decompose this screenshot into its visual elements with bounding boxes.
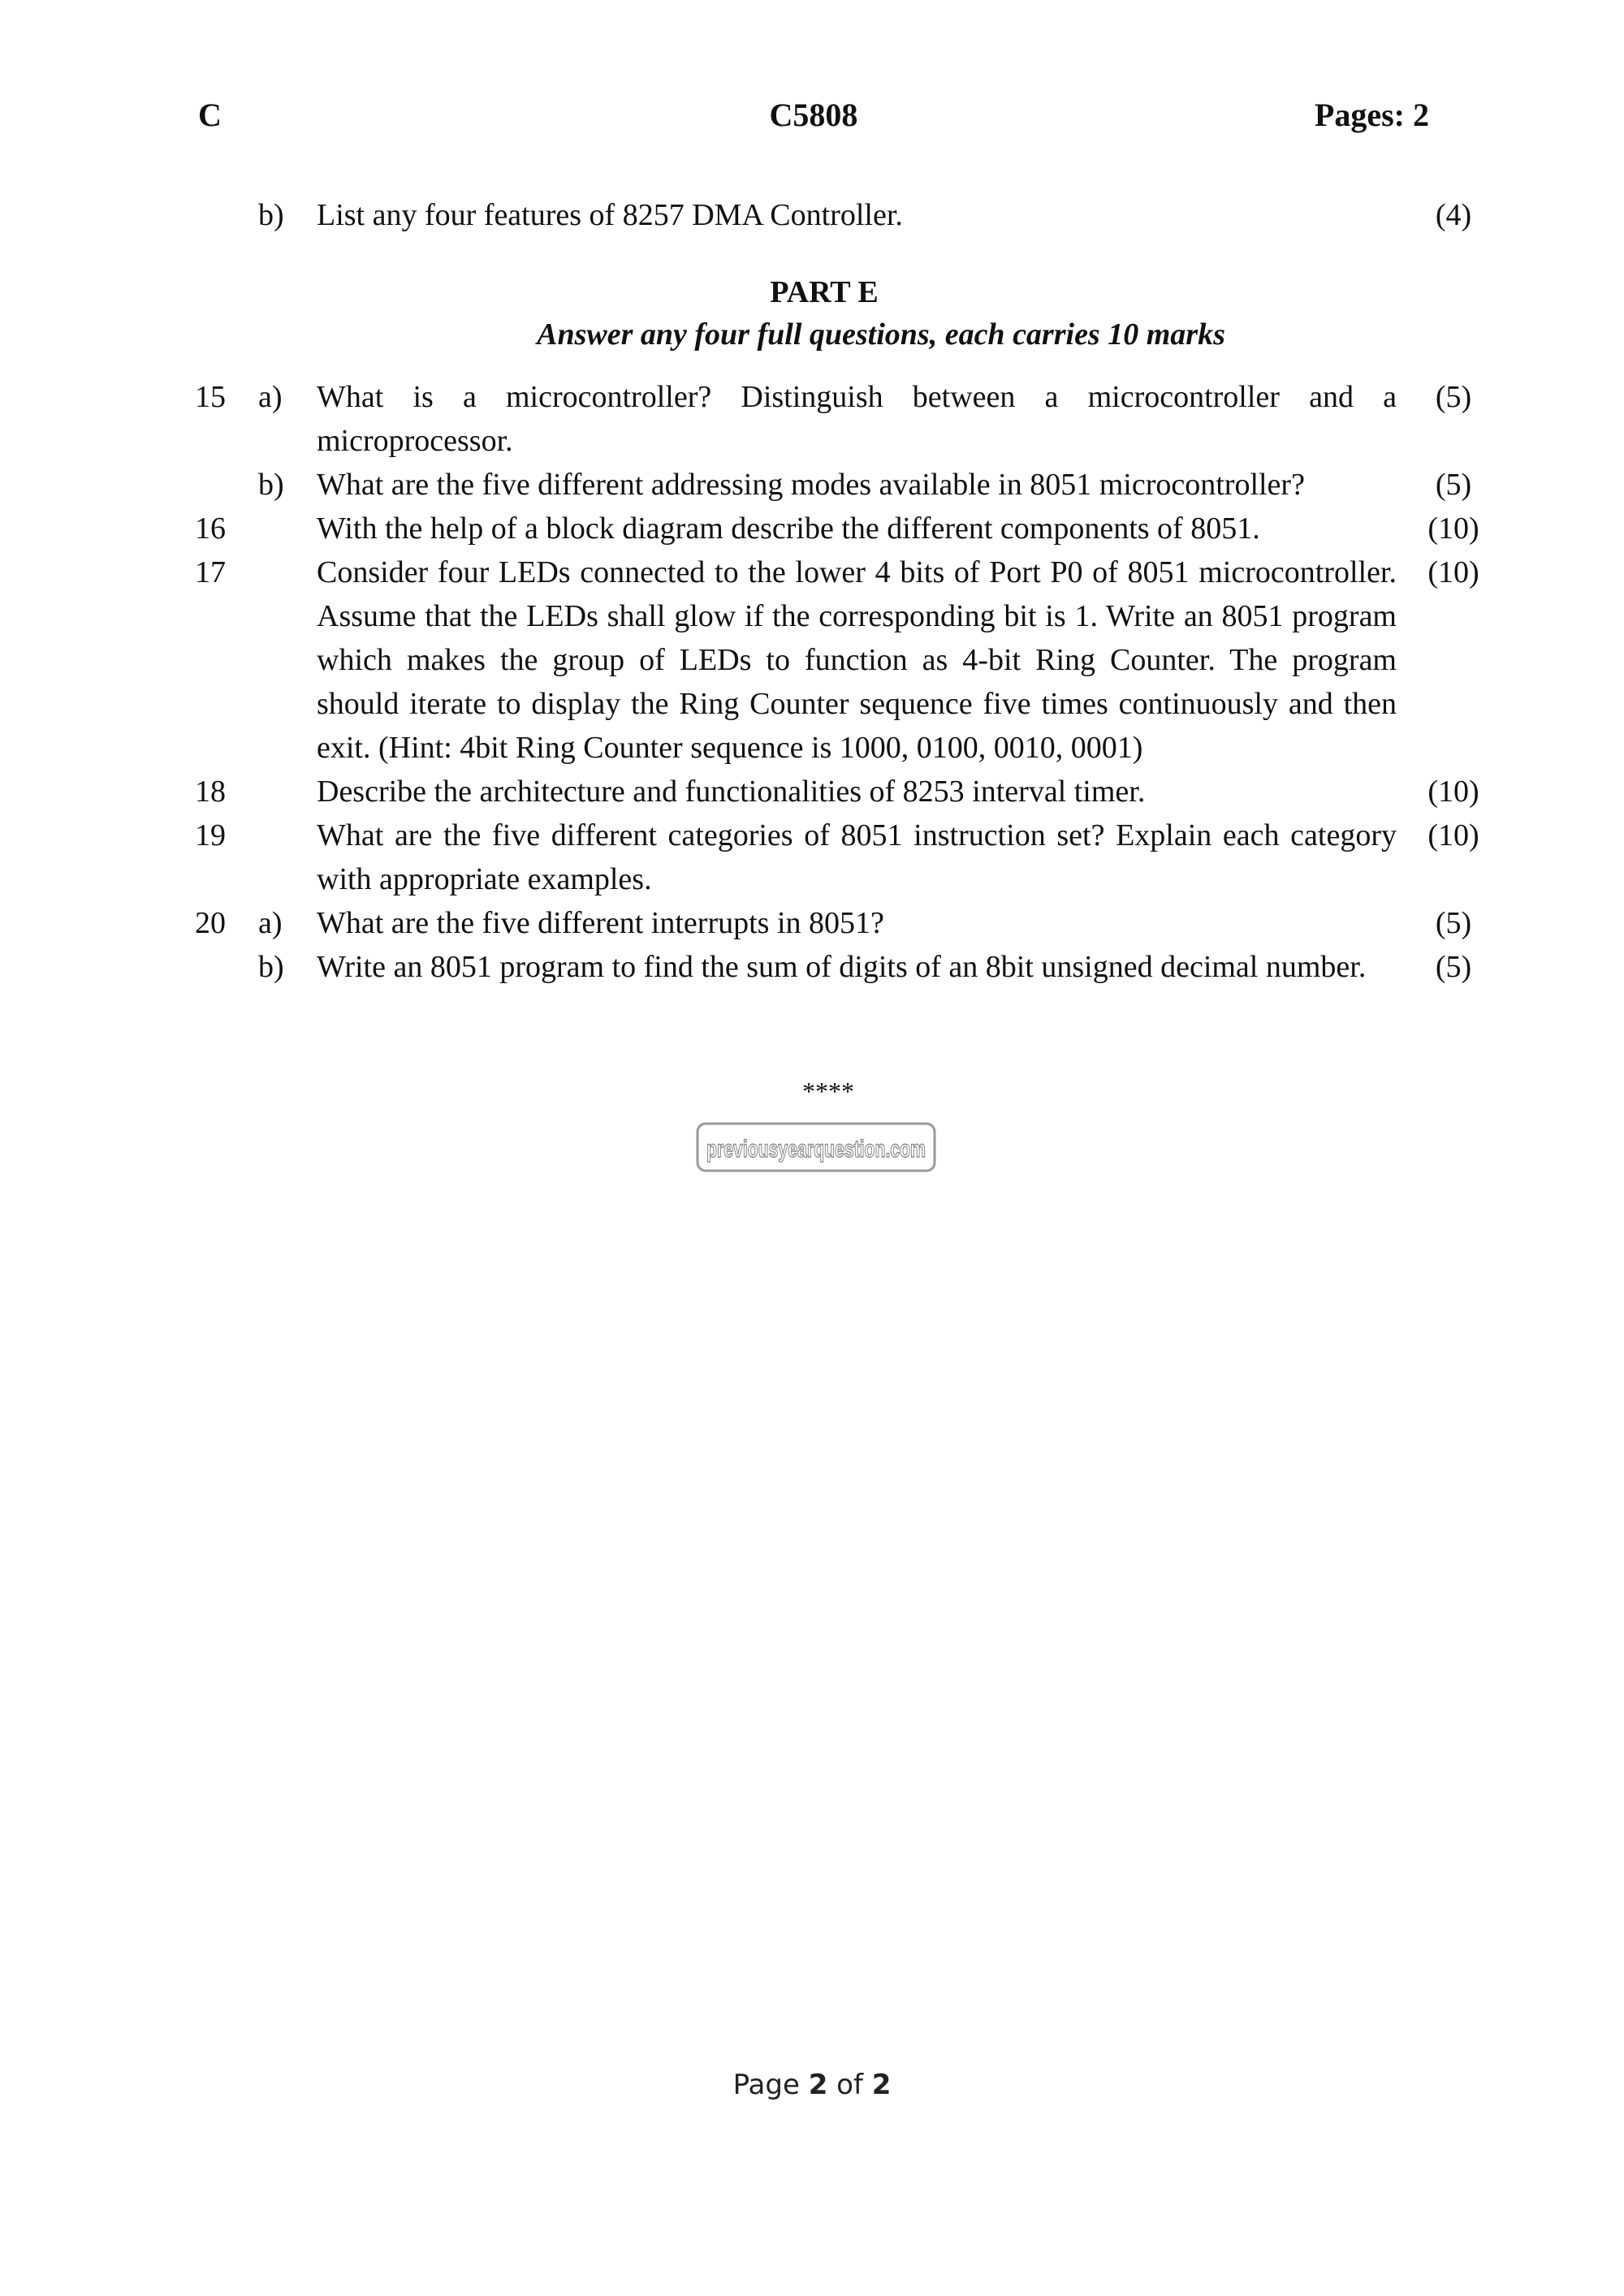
marks: (10) [1427, 555, 1479, 589]
sub-label: a) [258, 906, 283, 940]
question-row [195, 814, 1486, 901]
question-text: Consider four LEDs connected to the lower 4 bits of Port P0 of 8051 microcontroller. Assume that the LEDs shall glow if the corresponding bit is 1. Write an 8051 program which makes the group of LEDs to function as 4-bit Ring Counter. The program should iterate to display the Ring Counter sequence five times continuously and then exit. (Hint: 4bit Ring Counter sequence is 1000, 0100, 0010, 0001) [317, 555, 1397, 765]
question-text: What is a microcontroller? Distinguish between a microcontroller and a microprocessor. [317, 380, 1397, 458]
question-row [195, 507, 1486, 550]
marks: (4) [1435, 198, 1472, 232]
marks: (5) [1435, 906, 1472, 940]
marks: (10) [1427, 511, 1479, 546]
question-text: What are the five different interrupts in 8051? [317, 906, 884, 940]
question-row [195, 901, 1486, 945]
watermark-text: previousyearquestion.com [706, 1136, 926, 1163]
page-footer [0, 2069, 1624, 2101]
header-page-count: Pages: 2 [1314, 97, 1429, 133]
part-instruction: Answer any four full questions, each carries 10 marks [537, 317, 1225, 352]
marks: (5) [1435, 950, 1472, 984]
question-text: Write an 8051 program to find the sum of digits of an 8bit unsigned decimal number. [317, 950, 1367, 984]
header-question-code: C5808 [769, 97, 858, 133]
sub-label: b) [258, 468, 284, 502]
question-number: 16 [195, 511, 226, 546]
sub-label: a) [258, 380, 283, 414]
question-text: List any four features of 8257 DMA Controller. [317, 198, 903, 232]
footer-of-word: of [836, 2069, 863, 2101]
marks: (10) [1427, 818, 1479, 852]
header-paper-code: C [198, 97, 222, 133]
question-row [195, 550, 1486, 770]
question-text: What are the five different categories of 8051 instruction set? Explain each category with appropriate examples. [317, 818, 1397, 896]
question-text: Describe the architecture and functionalities of 8253 interval timer. [317, 775, 1146, 809]
question-number: 20 [195, 906, 226, 940]
marks: (5) [1435, 468, 1472, 502]
question-text: What are the five different addressing modes available in 8051 microcontroller? [317, 468, 1305, 502]
question-number: 15 [195, 380, 226, 414]
sub-label: b) [258, 198, 284, 232]
question-list [195, 375, 1486, 989]
page-header [198, 96, 1429, 145]
question-text: With the help of a block diagram describe the different components of 8051. [317, 511, 1260, 546]
footer-total-pages: 2 [871, 2069, 892, 2101]
sub-label: b) [258, 950, 284, 984]
question-row [195, 945, 1486, 989]
question-row [195, 770, 1486, 814]
marks: (10) [1427, 775, 1479, 809]
end-of-paper-mark: **** [802, 1077, 854, 1106]
marks: (5) [1435, 380, 1472, 414]
previous-question [195, 193, 1486, 237]
question-row [195, 375, 1486, 463]
question-number: 18 [195, 775, 226, 809]
question-number: 17 [195, 555, 226, 589]
watermark-logo [694, 1119, 938, 1176]
question-row [195, 193, 1486, 237]
question-row [195, 463, 1486, 507]
footer-current-page: 2 [808, 2069, 828, 2101]
part-title: PART E [770, 275, 879, 309]
question-number: 19 [195, 818, 226, 852]
footer-page-word: Page [732, 2069, 800, 2101]
